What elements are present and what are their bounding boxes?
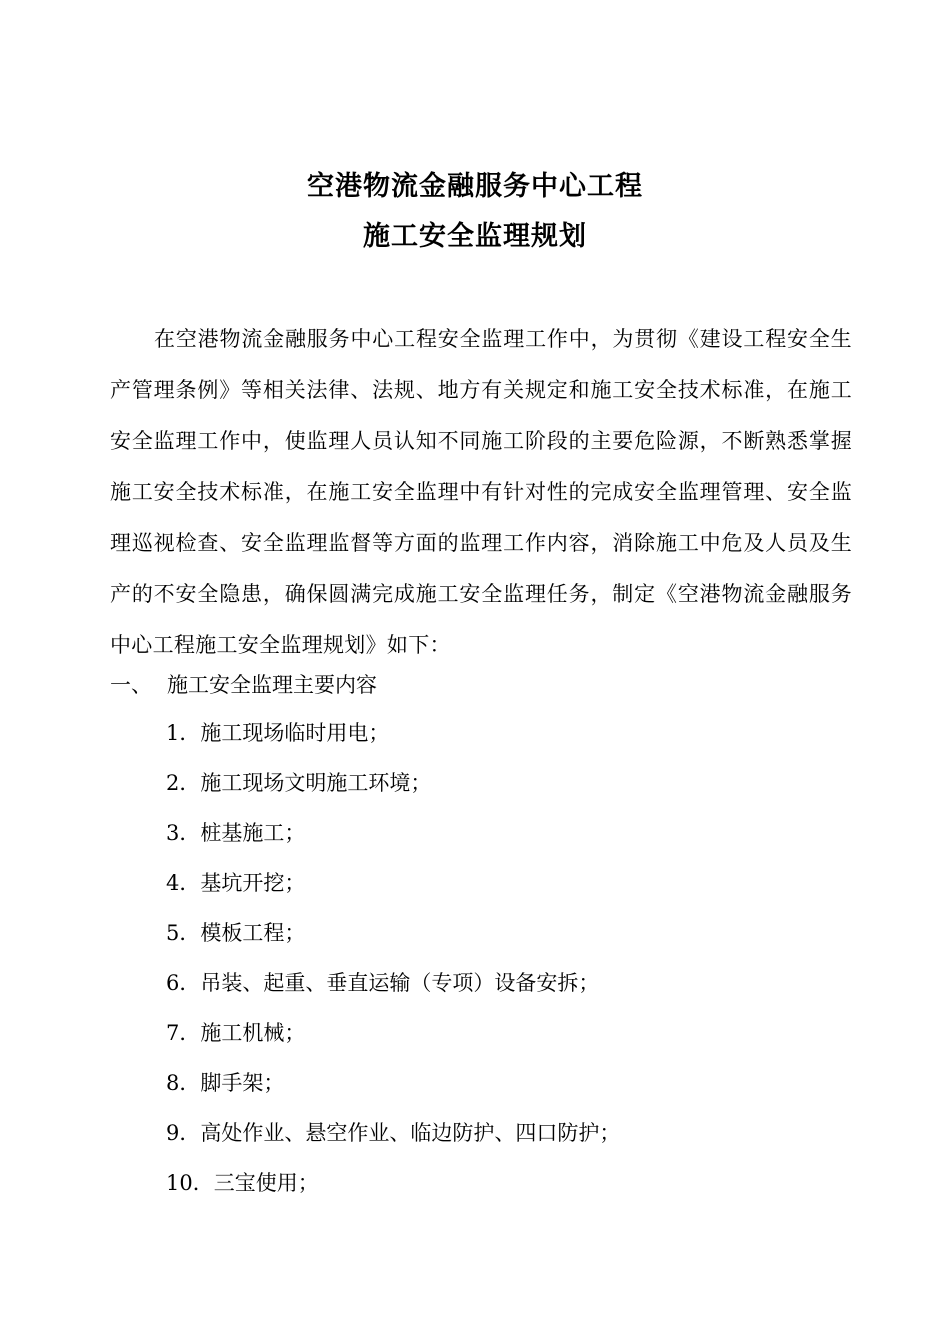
list-item: 10．三宝使用；	[166, 1171, 319, 1195]
document-title-line2: 施工安全监理规划	[363, 221, 587, 252]
list-item: 4．基坑开挖；	[166, 871, 306, 895]
list-item: 7．施工机械；	[166, 1021, 306, 1045]
document-title-line1: 空港物流金融服务中心工程	[307, 171, 643, 202]
list-item: 6．吊装、起重、垂直运输（专项）设备安拆；	[166, 971, 600, 995]
list-item: 2．施工现场文明施工环境；	[166, 771, 432, 795]
section-number: 一、	[110, 673, 152, 697]
list-item: 8．脚手架；	[166, 1071, 285, 1095]
list-item: 9．高处作业、悬空作业、临边防护、四口防护；	[166, 1121, 621, 1145]
list-item: 5．模板工程；	[166, 921, 306, 945]
content-list	[166, 716, 620, 1216]
list-item: 1．施工现场临时用电；	[166, 721, 390, 745]
list-item: 3．桩基施工；	[166, 821, 306, 845]
section-title: 施工安全监理主要内容	[167, 673, 377, 697]
section-heading	[110, 667, 377, 703]
intro-paragraph: 在空港物流金融服务中心工程安全监理工作中，为贯彻《建设工程安全生产管理条例》等相关法律、法规、地方有关规定和施工安全技术标准，在施工安全监理工作中，使监理人员认知不同施工阶段的主要危险源，不断熟悉掌握施工安全技术标准，在施工安全监理中有针对性的完成安全监理管理、安全监理巡视检查、安全监理监督等方面的监理工作内容，消除施工中危及人员及生产的不安全隐患，确保圆满完成施工安全监理任务，制定《空港物流金融服务中心工程施工安全监理规划》如下：	[110, 327, 852, 657]
